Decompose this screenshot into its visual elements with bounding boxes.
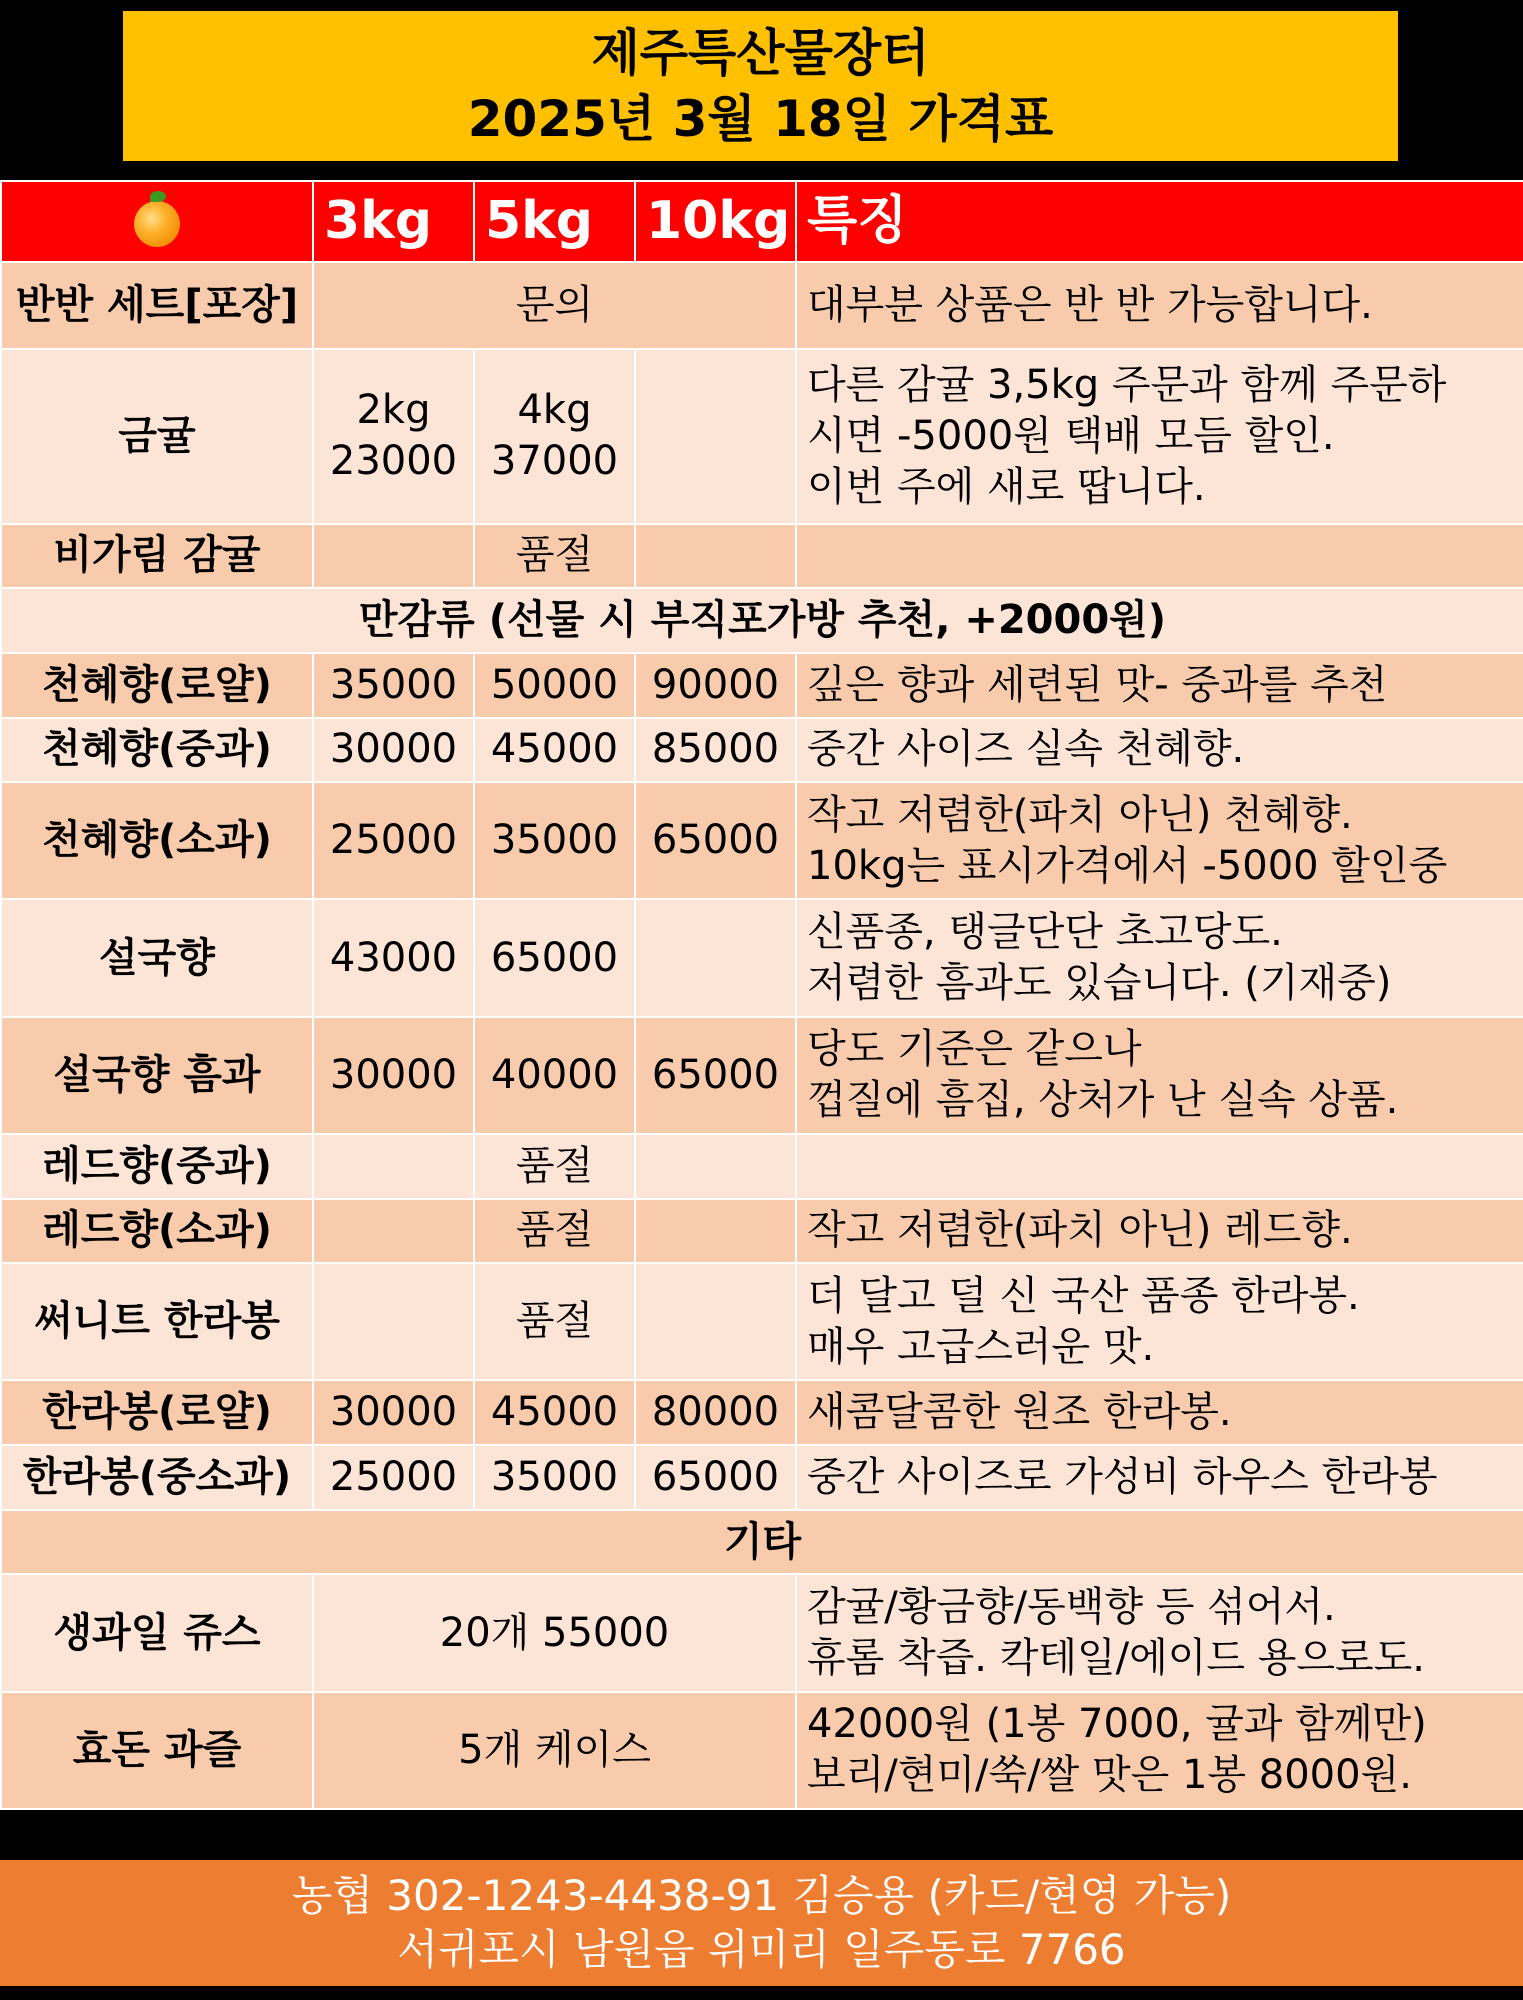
price-3kg	[313, 1263, 474, 1380]
feature-line: 깊은 향과 세련된 맛- 중과를 추천	[807, 661, 1388, 708]
price-10kg	[635, 899, 796, 1016]
product-name: 반반 세트[포장]	[1, 262, 313, 349]
feature-cell	[796, 1692, 1523, 1809]
product-name: 천혜향(소과)	[1, 782, 313, 899]
feature-line: 작고 저렴한(파치 아닌) 천혜향.	[807, 791, 1353, 838]
feature-line: 저렴한 흠과도 있습니다. (기재중)	[807, 960, 1392, 1007]
price-3kg	[313, 524, 474, 589]
price-10kg: 65000	[635, 1445, 796, 1510]
feature-cell	[796, 1263, 1523, 1380]
price-3kg	[313, 1134, 474, 1199]
price-3kg: 35000	[313, 653, 474, 718]
price-5kg	[474, 349, 635, 524]
bank-account: 농협 302-1243-4438-91 김승용 (카드/현영 가능)	[291, 1871, 1232, 1920]
price-5kg: 45000	[474, 1380, 635, 1445]
price-3kg	[313, 1199, 474, 1264]
column-header-10kg: 10kg	[635, 181, 796, 262]
orange-icon	[134, 201, 180, 247]
product-name: 설국향 흠과	[1, 1017, 313, 1134]
table-row	[1, 1380, 1523, 1445]
table-row	[1, 262, 1523, 349]
payment-info-footer	[0, 1860, 1523, 1986]
column-header-3kg: 3kg	[313, 181, 474, 262]
table-row	[1, 1574, 1523, 1691]
price-5kg: 65000	[474, 899, 635, 1016]
price-5kg: 품절	[474, 524, 635, 589]
price-10kg: 90000	[635, 653, 796, 718]
table-row	[1, 1445, 1523, 1510]
product-name: 설국향	[1, 899, 313, 1016]
product-name: 금귤	[1, 349, 313, 524]
product-name: 레드향(중과)	[1, 1134, 313, 1199]
section-row	[1, 1510, 1523, 1575]
price-5kg: 35000	[474, 782, 635, 899]
feature-line: 시면 -5000원 택배 모듬 할인.	[807, 412, 1335, 459]
feature-cell	[796, 1380, 1523, 1445]
feature-cell	[796, 718, 1523, 783]
product-name: 비가림 감귤	[1, 524, 313, 589]
price-3kg: 30000	[313, 1380, 474, 1445]
price-3kg: 30000	[313, 1017, 474, 1134]
price-weight: 4kg	[517, 387, 592, 434]
price-5kg: 35000	[474, 1445, 635, 1510]
feature-cell	[796, 1574, 1523, 1691]
price-10kg	[635, 349, 796, 524]
feature-line: 신품종, 탱글단단 초고당도.	[807, 909, 1283, 956]
table-row	[1, 1017, 1523, 1134]
column-header-feature: 특징	[796, 181, 1523, 262]
feature-line: 매우 고급스러운 맛.	[807, 1323, 1155, 1370]
product-name: 천혜향(로얄)	[1, 653, 313, 718]
table-row	[1, 1199, 1523, 1264]
product-name: 한라봉(로얄)	[1, 1380, 313, 1445]
price-10kg	[635, 1199, 796, 1264]
column-header-5kg: 5kg	[474, 181, 635, 262]
feature-line: 대부분 상품은 반 반 가능합니다.	[807, 281, 1373, 328]
feature-line: 작고 저렴한(파치 아닌) 레드향.	[807, 1207, 1353, 1254]
price-3kg: 30000	[313, 718, 474, 783]
price-10kg	[635, 1134, 796, 1199]
price-10kg	[635, 1263, 796, 1380]
feature-line: 당도 기준은 같으나	[807, 1026, 1142, 1073]
price-5kg: 50000	[474, 653, 635, 718]
section-row	[1, 588, 1523, 653]
feature-cell	[796, 1134, 1523, 1199]
product-name: 레드향(소과)	[1, 1199, 313, 1264]
price-3kg: 43000	[313, 899, 474, 1016]
feature-line: 휴롬 착즙. 칵테일/에이드 용으로도.	[807, 1635, 1426, 1682]
header-icon-cell	[1, 181, 313, 262]
product-name: 천혜향(중과)	[1, 718, 313, 783]
price-table	[0, 180, 1523, 1810]
feature-line: 중간 사이즈로 가성비 하우스 한라봉	[807, 1453, 1438, 1500]
price-merged: 20개 55000	[313, 1574, 796, 1691]
feature-cell	[796, 349, 1523, 524]
feature-cell	[796, 782, 1523, 899]
table-row	[1, 1263, 1523, 1380]
price-10kg: 65000	[635, 782, 796, 899]
price-5kg: 품절	[474, 1199, 635, 1264]
price-5kg: 품절	[474, 1134, 635, 1199]
price-merged: 5개 케이스	[313, 1692, 796, 1809]
shop-address: 서귀포시 남원읍 위미리 일주동로 7766	[397, 1925, 1126, 1974]
price-list-date: 2025년 3월 18일 가격표	[467, 90, 1054, 148]
section-title: 만감류 (선물 시 부직포가방 추천, +2000원)	[1, 588, 1523, 653]
price-10kg: 85000	[635, 718, 796, 783]
price-merged: 문의	[313, 262, 796, 349]
price-list-header	[123, 11, 1398, 161]
price-10kg	[635, 524, 796, 589]
price-3kg: 25000	[313, 782, 474, 899]
feature-line: 보리/현미/쑥/쌀 맛은 1봉 8000원.	[807, 1752, 1412, 1799]
feature-cell	[796, 524, 1523, 589]
product-name: 효돈 과즐	[1, 1692, 313, 1809]
table-row	[1, 349, 1523, 524]
feature-line: 다른 감귤 3,5kg 주문과 함께 주문하	[807, 361, 1447, 408]
table-row	[1, 899, 1523, 1016]
section-title: 기타	[1, 1510, 1523, 1575]
price-value: 23000	[329, 438, 458, 485]
feature-cell	[796, 653, 1523, 718]
table-row	[1, 782, 1523, 899]
feature-line: 더 달고 덜 신 국산 품종 한라봉.	[807, 1272, 1360, 1319]
price-5kg: 40000	[474, 1017, 635, 1134]
feature-line: 중간 사이즈 실속 천혜향.	[807, 726, 1245, 773]
feature-line: 껍질에 흠집, 상처가 난 실속 상품.	[807, 1077, 1399, 1124]
table-row	[1, 1134, 1523, 1199]
price-value: 37000	[490, 438, 619, 485]
product-name: 써니트 한라봉	[1, 1263, 313, 1380]
price-3kg: 25000	[313, 1445, 474, 1510]
price-10kg: 80000	[635, 1380, 796, 1445]
price-5kg: 45000	[474, 718, 635, 783]
feature-line: 10kg는 표시가격에서 -5000 할인중	[807, 842, 1448, 889]
price-10kg: 65000	[635, 1017, 796, 1134]
table-row	[1, 1692, 1523, 1809]
product-name: 한라봉(중소과)	[1, 1445, 313, 1510]
price-weight: 2kg	[356, 387, 431, 434]
feature-cell	[796, 899, 1523, 1016]
feature-line: 새콤달콤한 원조 한라봉.	[807, 1389, 1232, 1436]
table-row	[1, 524, 1523, 589]
feature-cell	[796, 1199, 1523, 1264]
feature-cell	[796, 1445, 1523, 1510]
price-3kg	[313, 349, 474, 524]
feature-line: 이번 주에 새로 땁니다.	[807, 463, 1206, 510]
table-row	[1, 718, 1523, 783]
table-row	[1, 653, 1523, 718]
feature-cell	[796, 1017, 1523, 1134]
product-name: 생과일 쥬스	[1, 1574, 313, 1691]
price-5kg: 품절	[474, 1263, 635, 1380]
feature-line: 감귤/황금향/동백향 등 섞어서.	[807, 1584, 1336, 1631]
feature-cell	[796, 262, 1523, 349]
feature-line: 42000원 (1봉 7000, 귤과 함께만)	[807, 1701, 1427, 1748]
shop-title: 제주특산물장터	[591, 24, 930, 82]
table-header-row	[1, 181, 1523, 262]
